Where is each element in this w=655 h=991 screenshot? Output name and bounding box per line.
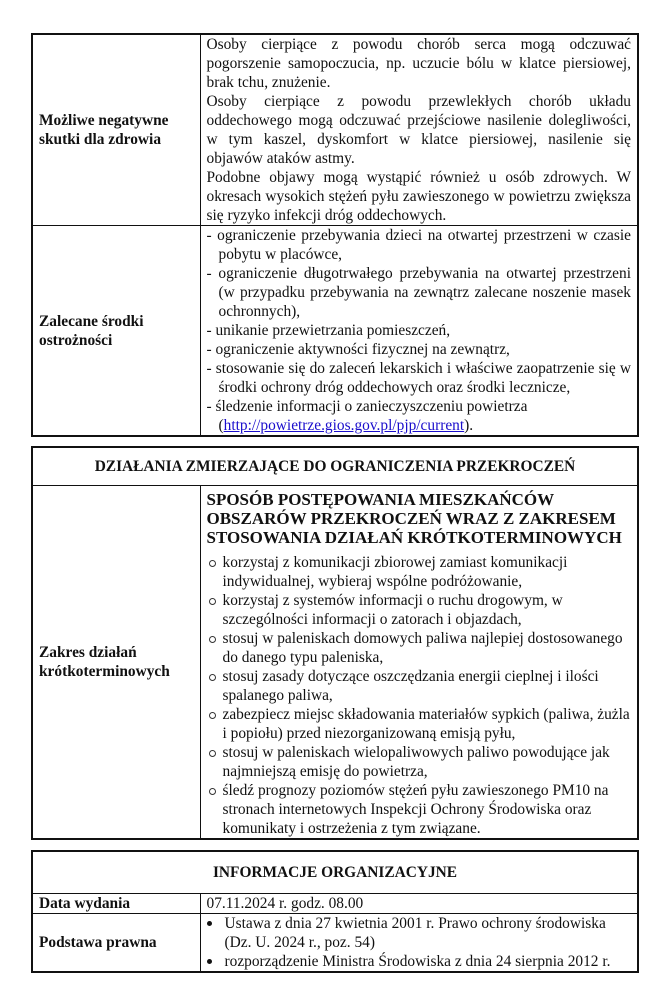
org-info-table [31,850,639,973]
health-effects-content [200,34,638,226]
list-item: - stosowanie się do zaleceń lekarskich i właściwe zaopatrzenie się w środki ochrony dróg oddechowych oraz środki lecznicze, [207,359,632,397]
air-quality-link-line [207,416,632,435]
short-term-actions-row [32,485,638,839]
actions-table [31,446,639,840]
short-term-actions-label: Zakres działań krótkoterminowych [32,485,200,839]
residents-guidance-heading: SPOSÓB POSTĘPOWANIA MIESZKAŃCÓW OBSZARÓW PRZEKROCZEŃ WRAZ Z ZAKRESEM STOSOWANIA DZIAŁAŃ KRÓTKOTERMINOWYCH [206,489,622,547]
health-effects-row [32,34,638,226]
link-prefix: ( [218,417,224,434]
actions-header: DZIAŁANIA ZMIERZAJĄCE DO OGRANICZENIA PRZEKROCZEŃ [32,447,638,485]
health-effects-label: Możliwe negatywne skutki dla zdrowia [32,34,200,226]
health-effects-paragraph: Podobne objawy mogą wystąpić również u osób zdrowych. W okresach wysokich stężeń pyłu zawieszonego w powietrzu zwiększa się ryzyko infekcji dróg oddechowych. [206,169,631,224]
list-item: stosuj zasady dotyczące oszczędzania energii cieplnej i ilości spalanego paliwa, [207,667,632,705]
precautions-label: Zalecane środki ostrożności [32,226,200,437]
list-item: - ograniczenie aktywności fizycznej na zewnątrz, [207,340,632,359]
list-item: korzystaj z komunikacji zbiorowej zamiast komunikacji indywidualnej, wybieraj wspólne podróżowanie, [207,553,632,591]
list-item: rozporządzenie Ministra Środowiska z dnia 24 sierpnia 2012 r. [201,952,632,971]
actions-header-row [32,447,638,485]
org-header-row [32,851,638,893]
precautions-list [207,226,632,416]
list-item: - ograniczenie przebywania dzieci na otwartej przestrzeni w czasie pobytu w placówce, [207,226,632,264]
issue-date-value: 07.11.2024 r. godz. 08.00 [200,893,638,913]
health-effects-paragraph: Osoby cierpiące z powodu chorób serca mogą odczuwać pogorszenie samopoczucia, np. uczucie bólu w klatce piersiowej, brak tchu, znużenie. [206,36,631,91]
legal-basis-list [201,914,632,971]
list-item: stosuj w paleniskach wielopaliwowych paliwo powodujące jak najmniejszą emisję do powietrza, [207,743,632,781]
list-item: korzystaj z systemów informacji o ruchu drogowym, w szczególności informacji o zatorach i objazdach, [207,591,632,629]
issue-date-row [32,893,638,913]
link-suffix: ). [464,417,474,434]
list-item: Ustawa z dnia 27 kwietnia 2001 r. Prawo ochrony środowiska (Dz. U. 2024 r., poz. 54) [201,914,632,952]
list-item: - śledzenie informacji o zanieczyszczeniu powietrza [207,397,632,416]
list-item: śledź prognozy poziomów stężeń pyłu zawieszonego PM10 na stronach internetowych Inspekcji Ochrony Środowiska oraz komunikaty i ostrzeżenia z tym związane. [207,781,632,838]
legal-basis-row [32,913,638,972]
precautions-row [32,226,638,437]
legal-basis-content [200,913,638,972]
health-effects-paragraph: Osoby cierpiące z powodu przewlekłych chorób układu oddechowego mogą odczuwać przejściowe nasilenie dolegliwości, w tym kaszel, dyskomfort w klatce piersiowej, nasilenie się objawów ataków astmy. [206,93,631,167]
org-header: INFORMACJE ORGANIZACYJNE [32,851,638,893]
air-quality-link[interactable]: http://powietrze.gios.gov.pl/pjp/current [223,417,465,434]
issue-date-label: Data wydania [32,893,200,913]
list-item: zabezpiecz miejsc składowania materiałów sypkich (paliwa, żużla i popiołu) przed niezorganizowaną emisją pyłu, [207,705,632,743]
list-item: - unikanie przewietrzania pomieszczeń, [207,321,632,340]
list-item: - ograniczenie długotrwałego przebywania na otwartej przestrzeni (w przypadku przebywania na zewnątrz zalecane noszenie masek ochronnych), [207,264,632,321]
legal-basis-label: Podstawa prawna [32,913,200,972]
short-term-actions-content [200,485,638,839]
precautions-content [200,226,638,437]
short-term-actions-list [207,553,632,838]
health-info-table [31,33,639,437]
list-item: stosuj w paleniskach domowych paliwa najlepiej dostosowanego do danego typu paleniska, [207,629,632,667]
